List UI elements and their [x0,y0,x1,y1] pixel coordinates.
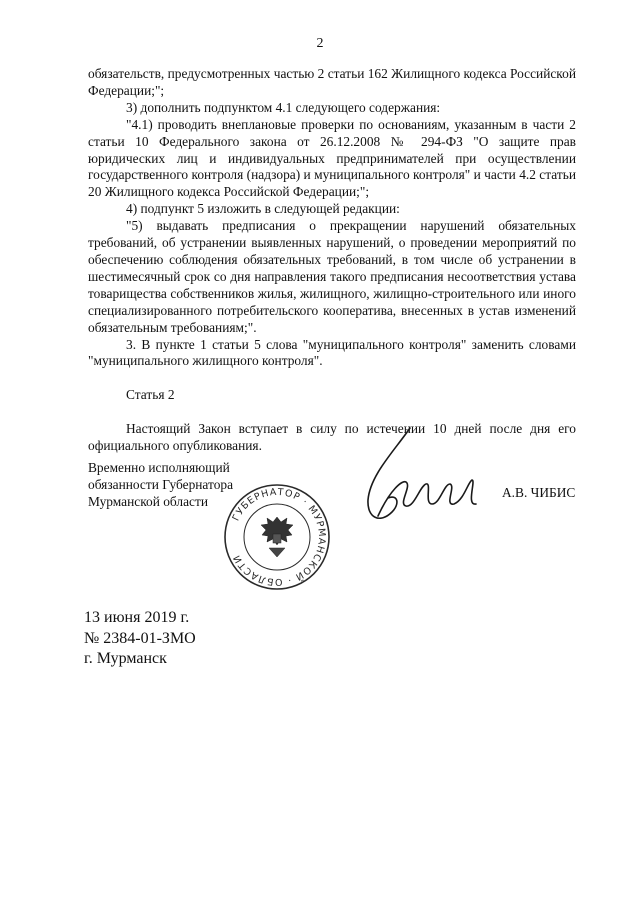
signatory-title-line: Временно исполняющий [88,460,230,475]
paragraph-entry-into-force: Настоящий Закон вступает в силу по истечении 10 дней после дня его официального опубликования. [88,421,576,454]
page-number: 2 [316,36,324,51]
paragraph-point-3: 3. В пункте 1 статьи 5 слова "муниципального контроля" заменить словами "муниципального жилищного контроля". [88,336,576,369]
paragraph-subitem-4-1: "4.1) проводить внеплановые проверки по основаниям, указанным в части 2 статьи 10 Федерального закона от 26.12.2008 № 294-ФЗ "О защите прав юридических лиц и индивидуальных предпринимателей при осуществлении государственного контроля (надзора) и муниципального контроля" и части 4.2 статьи 20 Жилищного кодекса Российской Федерации;"; [88,116,576,200]
paragraph-item-4: 4) подпункт 5 изложить в следующей редакции: [126,201,400,217]
law-number: № 2384-01-ЗМО [84,629,196,647]
article-2-heading: Статья 2 [126,387,175,403]
signatory-title-line: Мурманской области [88,493,208,509]
official-seal [222,482,332,597]
signatory-name: А.В. ЧИБИС [502,485,576,500]
law-text [88,66,576,455]
signatory-title-line: обязанности Губернатора [88,476,234,492]
signatory-title [88,460,233,511]
signing-date: 13 июня 2019 г. [84,609,190,626]
paragraph-continuation: обязательств, предусмотренных частью 2 статьи 162 Жилищного кодекса Российской Федерации;"; [88,66,576,98]
paragraph-subitem-5: "5) выдавать предписания о прекращении нарушений обязательных требований, об устранении выявленных нарушений, о проведении мероприятий по обеспечению соблюдения обязательных требований, в том числе об устранении в шестимесячный срок со дня направления такого предписания несоответствия устава товарищества собственников жилья, жилищного, жилищно-строительного или иного специализированного потребительского кооператива, внесенных в устав изменений обязательным требованиям;". [88,218,576,335]
double-headed-eagle-emblem [261,517,293,557]
document-footer [84,608,196,670]
handwritten-signature [340,420,490,545]
svg-text:ГУБЕРНАТОР · МУРМАНСКОЙ · ОБЛА: ГУБЕРНАТОР · МУРМАНСКОЙ · ОБЛАСТИ [230,486,328,588]
signing-place: г. Мурманск [84,650,167,667]
paragraph-item-3: 3) дополнить подпунктом 4.1 следующего содержания: [126,99,441,115]
